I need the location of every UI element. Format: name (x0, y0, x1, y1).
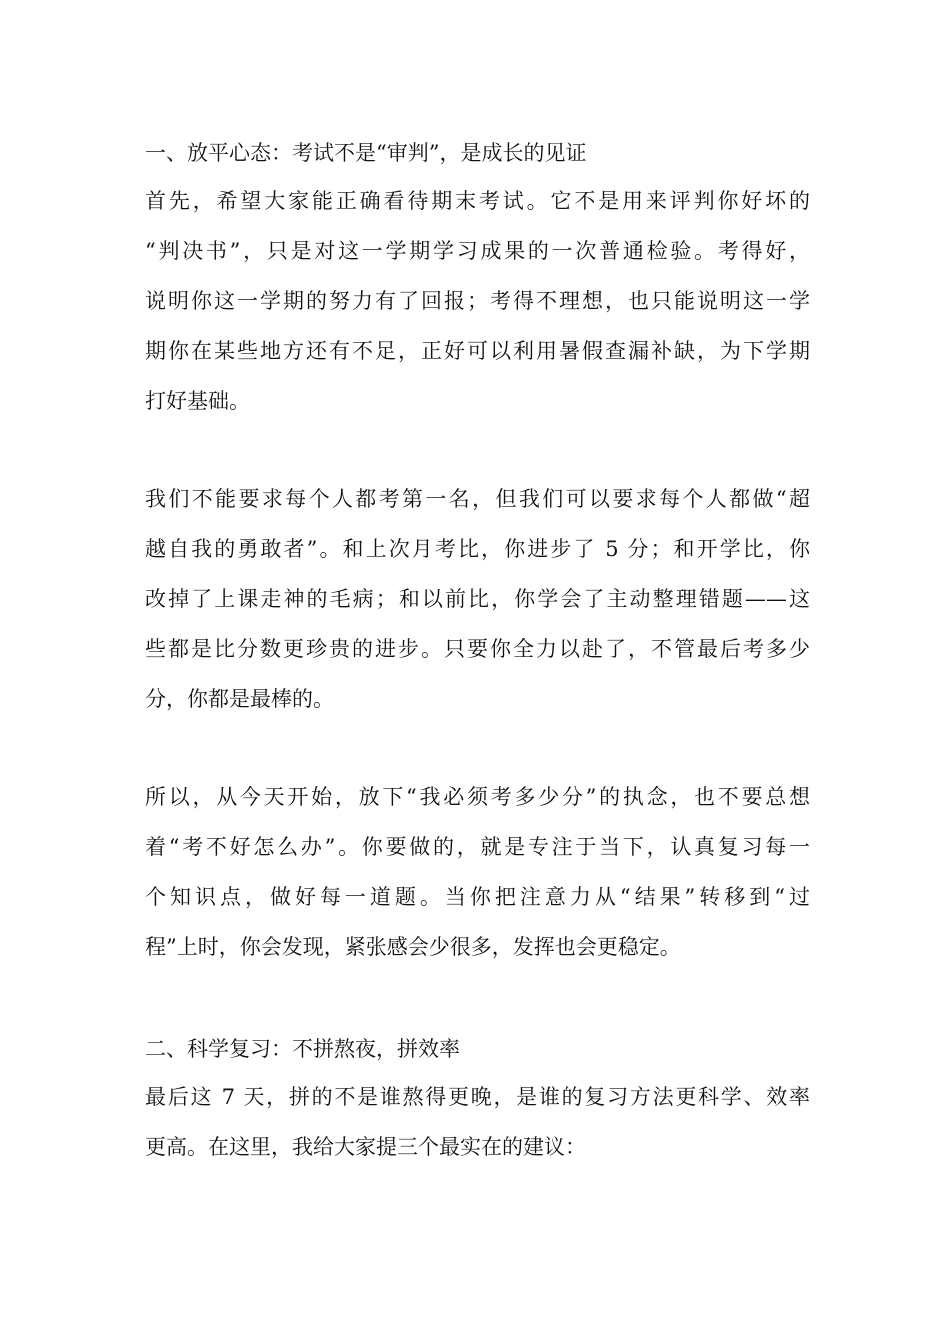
section-1-para-1-line-1: 首先，希望大家能正确看待期末考试。它不是用来评判你好坏的 (145, 189, 810, 213)
section-1-para-2-line-5: 分，你都是最棒的。 (145, 687, 334, 711)
section-1-para-2-line-2: 越自我的勇敢者”。和上次月考比，你进步了 5 分；和开学比，你 (145, 537, 810, 561)
section-1-para-1-line-4: 期你在某些地方还有不足，正好可以利用暑假查漏补缺，为下学期 (145, 339, 810, 363)
section-2-para-1-line-2: 更高。在这里，我给大家提三个最实在的建议： (145, 1135, 586, 1159)
section-1-para-3-line-1: 所以，从今天开始，放下“我必须考多少分”的执念，也不要总想 (145, 785, 810, 809)
section-1-para-3-line-2: 着“考不好怎么办”。你要做的，就是专注于当下，认真复习每一 (145, 835, 810, 859)
section-1-para-1-line-5: 打好基础。 (145, 389, 250, 413)
section-2-para-1-line-1: 最后这 7 天，拼的不是谁熬得更晚，是谁的复习方法更科学、效率 (145, 1085, 810, 1109)
section-1-para-2-line-3: 改掉了上课走神的毛病；和以前比，你学会了主动整理错题——这 (145, 587, 810, 611)
section-1-para-2-line-4: 些都是比分数更珍贵的进步。只要你全力以赴了，不管最后考多少 (145, 637, 810, 661)
section-1-para-2-line-1: 我们不能要求每个人都考第一名，但我们可以要求每个人都做“超 (145, 487, 810, 511)
section-1-para-3-line-4: 程”上时，你会发现，紧张感会少很多，发挥也会更稳定。 (145, 935, 681, 959)
section-1-para-1-line-2: “判决书”，只是对这一学期学习成果的一次普通检验。考得好， (145, 239, 810, 263)
section-1-heading: 一、放平心态：考试不是“审判”，是成长的见证 (145, 141, 587, 165)
section-2-heading: 二、科学复习：不拼熬夜，拼效率 (145, 1037, 460, 1061)
section-1-para-1-line-3: 说明你这一学期的努力有了回报；考得不理想，也只能说明这一学 (145, 289, 810, 313)
section-1-para-3-line-3: 个知识点，做好每一道题。当你把注意力从“结果”转移到“过 (145, 885, 810, 909)
